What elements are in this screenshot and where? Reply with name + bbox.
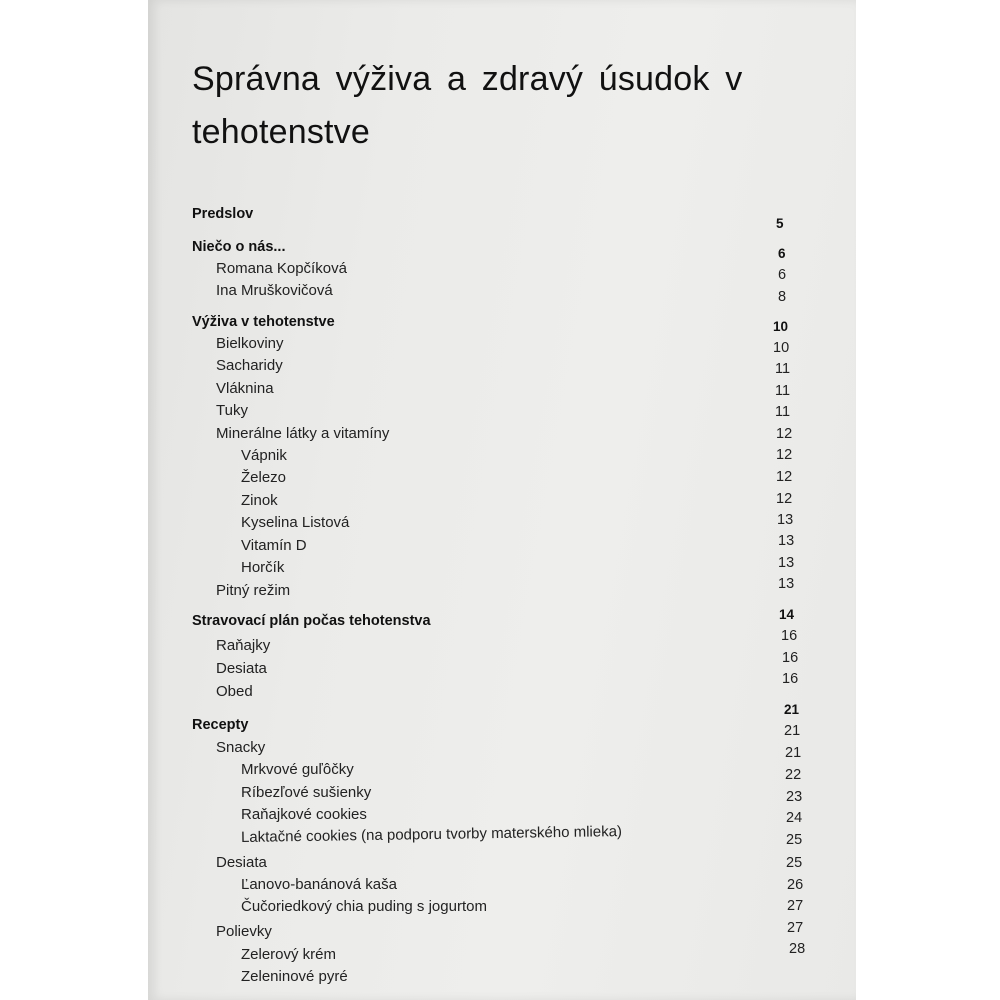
document-title-line-1: Správna výživa a zdravý úsudok v	[192, 60, 743, 98]
toc-subentry-label: Laktačné cookies (na podporu tvorby materského mlieka)	[240, 823, 623, 846]
toc-page-number: 13	[778, 576, 795, 592]
toc-subentry-label: Zeleninové pyré	[241, 968, 348, 985]
toc-page-number: 12	[776, 426, 793, 442]
toc-page-number: 11	[775, 383, 791, 399]
toc-entry-label: Desiata	[216, 854, 267, 871]
toc-page-number: 6	[778, 267, 787, 283]
toc-subentry-label: Raňajkové cookies	[241, 806, 367, 823]
toc-subentry-label: Ľanovo-banánová kaša	[241, 876, 397, 893]
toc-page-number: 24	[786, 810, 803, 826]
toc-entry-label: Raňajky	[216, 637, 271, 654]
toc-subentry-label: Čučoriedkový chia puding s jogurtom	[241, 898, 487, 915]
toc-page-number: 11	[775, 361, 791, 377]
toc-subentry-label: Železo	[241, 469, 287, 486]
toc-page-number: 21	[785, 745, 802, 761]
toc-entry-label: Tuky	[216, 402, 248, 419]
toc-page-number: 12	[776, 447, 793, 463]
background-right	[855, 0, 1000, 1000]
toc-page-number: 6	[778, 246, 786, 261]
toc-entry-label: Romana Kopčíková	[216, 260, 347, 277]
toc-page-number: 16	[781, 628, 798, 644]
toc-page-number: 26	[787, 877, 804, 893]
toc-subentry-label: Kyselina Listová	[241, 514, 350, 531]
toc-entry-label: Ina Mruškovičová	[216, 282, 333, 299]
toc-page-number: 16	[782, 671, 799, 687]
toc-entry-label: Minerálne látky a vitamíny	[216, 425, 390, 442]
toc-section-label: Predslov	[192, 206, 254, 222]
toc-subentry-label: Ríbezľové sušienky	[241, 784, 372, 801]
toc-subentry-label: Zinok	[241, 492, 278, 509]
toc-page-number: 13	[777, 512, 794, 528]
toc-page-number: 11	[775, 404, 791, 420]
toc-page-number: 5	[776, 216, 784, 231]
toc-page-number: 21	[784, 702, 800, 717]
toc-page-number: 13	[778, 533, 795, 549]
background-left	[0, 0, 150, 1000]
toc-page-number: 14	[779, 607, 795, 622]
toc-page-number: 23	[786, 789, 803, 805]
toc-page-number: 21	[784, 723, 801, 739]
toc-page-number: 28	[789, 941, 806, 957]
toc-entry-label: Bielkoviny	[216, 335, 284, 352]
toc-entry-label: Obed	[216, 683, 253, 700]
toc-subentry-label: Vápnik	[241, 447, 287, 464]
toc-entry-label: Polievky	[216, 923, 272, 940]
toc-page-number: 12	[776, 469, 793, 485]
toc-entry-label: Snacky	[216, 739, 266, 756]
toc-subentry-label: Mrkvové guľôčky	[241, 761, 354, 778]
toc-section-label: Recepty	[192, 717, 249, 733]
toc-page-number: 27	[787, 898, 804, 914]
toc-page-number: 10	[773, 319, 789, 334]
toc-section-label: Stravovací plán počas tehotenstva	[192, 613, 431, 629]
toc-entry-label: Pitný režim	[216, 582, 291, 599]
document-title-line-2: tehotenstve	[192, 113, 370, 151]
toc-entry-label: Sacharidy	[216, 357, 283, 374]
toc-subentry-label: Horčík	[241, 559, 285, 576]
toc-page-number: 25	[786, 855, 803, 871]
toc-page-number: 25	[786, 832, 803, 848]
toc-page-number: 22	[785, 767, 802, 783]
toc-page-number: 27	[787, 920, 804, 936]
toc-page-number: 10	[773, 340, 790, 356]
toc-page-number: 13	[778, 555, 795, 571]
toc-entry-label: Vláknina	[216, 380, 274, 397]
toc-entry-label: Desiata	[216, 660, 267, 677]
toc-page-number: 8	[778, 289, 787, 305]
toc-subentry-label: Vitamín D	[241, 537, 307, 554]
toc-page-number: 12	[776, 491, 793, 507]
toc-section-label: Výživa v tehotenstve	[192, 314, 335, 330]
toc-page-number: 16	[782, 650, 799, 666]
toc-subentry-label: Zelerový krém	[241, 946, 337, 963]
toc-section-label: Niečo o nás...	[192, 239, 286, 255]
